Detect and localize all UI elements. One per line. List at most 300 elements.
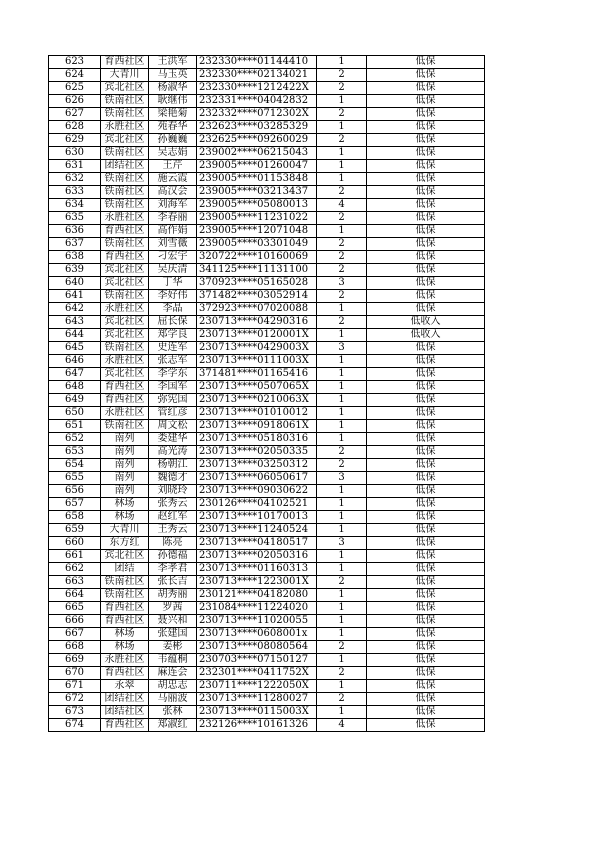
community-cell: 南列	[101, 472, 149, 485]
table-row	[49, 524, 485, 537]
household-size-cell: 2	[317, 290, 367, 303]
category-cell: 低保	[367, 160, 485, 173]
id-number-cell: 371481****01165416	[197, 368, 317, 381]
community-cell: 永胜社区	[101, 355, 149, 368]
row-number-cell: 636	[49, 225, 101, 238]
table-row	[49, 381, 485, 394]
name-cell: 杨淑华	[149, 82, 197, 95]
community-cell: 铁南社区	[101, 576, 149, 589]
household-size-cell: 4	[317, 199, 367, 212]
household-size-cell: 1	[317, 498, 367, 511]
row-number-cell: 647	[49, 368, 101, 381]
id-number-cell: 232331****04042832	[197, 95, 317, 108]
row-number-cell: 674	[49, 719, 101, 732]
name-cell: 李孝君	[149, 563, 197, 576]
id-number-cell: 230713****0111003X	[197, 355, 317, 368]
table-row	[49, 199, 485, 212]
household-size-cell: 3	[317, 342, 367, 355]
id-number-cell: 239005****11231022	[197, 212, 317, 225]
household-size-cell: 1	[317, 589, 367, 602]
category-cell: 低保	[367, 251, 485, 264]
community-cell: 永胜社区	[101, 212, 149, 225]
row-number-cell: 665	[49, 602, 101, 615]
name-cell: 聂兴和	[149, 615, 197, 628]
id-number-cell: 320722****10160069	[197, 251, 317, 264]
row-number-cell: 625	[49, 82, 101, 95]
table-row	[49, 121, 485, 134]
community-cell: 林场	[101, 641, 149, 654]
id-number-cell: 371482****03052914	[197, 290, 317, 303]
id-number-cell: 230711****1222050X	[197, 680, 317, 693]
name-cell: 吴庆清	[149, 264, 197, 277]
community-cell: 林场	[101, 628, 149, 641]
community-cell: 铁南社区	[101, 342, 149, 355]
name-cell: 梁艳菊	[149, 108, 197, 121]
household-size-cell: 2	[317, 316, 367, 329]
table-row	[49, 641, 485, 654]
community-cell: 铁南社区	[101, 199, 149, 212]
community-cell: 宾北社区	[101, 134, 149, 147]
category-cell: 低收入	[367, 329, 485, 342]
id-number-cell: 230713****09030622	[197, 485, 317, 498]
row-number-cell: 664	[49, 589, 101, 602]
id-number-cell: 239005****12071048	[197, 225, 317, 238]
category-cell: 低保	[367, 433, 485, 446]
community-cell: 宾北社区	[101, 329, 149, 342]
table-row	[49, 394, 485, 407]
community-cell: 铁南社区	[101, 290, 149, 303]
community-cell: 永胜社区	[101, 303, 149, 316]
id-number-cell: 230713****0507065X	[197, 381, 317, 394]
id-number-cell: 232332****0712302X	[197, 108, 317, 121]
row-number-cell: 669	[49, 654, 101, 667]
id-number-cell: 232330****02134021	[197, 69, 317, 82]
household-size-cell: 2	[317, 459, 367, 472]
community-cell: 铁南社区	[101, 238, 149, 251]
row-number-cell: 663	[49, 576, 101, 589]
name-cell: 刁宏宇	[149, 251, 197, 264]
row-number-cell: 644	[49, 329, 101, 342]
community-cell: 宾北社区	[101, 550, 149, 563]
name-cell: 王芹	[149, 160, 197, 173]
row-number-cell: 661	[49, 550, 101, 563]
community-cell: 育西社区	[101, 381, 149, 394]
household-size-cell: 1	[317, 511, 367, 524]
row-number-cell: 631	[49, 160, 101, 173]
name-cell: 马玉英	[149, 69, 197, 82]
table-row	[49, 407, 485, 420]
category-cell: 低保	[367, 173, 485, 186]
household-size-cell: 1	[317, 394, 367, 407]
household-size-cell: 1	[317, 95, 367, 108]
row-number-cell: 639	[49, 264, 101, 277]
name-cell: 周文松	[149, 420, 197, 433]
row-number-cell: 651	[49, 420, 101, 433]
id-number-cell: 230713****11240524	[197, 524, 317, 537]
household-size-cell: 1	[317, 654, 367, 667]
table-row	[49, 342, 485, 355]
community-cell: 永胜社区	[101, 407, 149, 420]
name-cell: 张建国	[149, 628, 197, 641]
row-number-cell: 628	[49, 121, 101, 134]
id-number-cell: 232330****1212422X	[197, 82, 317, 95]
category-cell: 低保	[367, 589, 485, 602]
name-cell: 刘雪薇	[149, 238, 197, 251]
category-cell: 低保	[367, 511, 485, 524]
table-row	[49, 615, 485, 628]
row-number-cell: 653	[49, 446, 101, 459]
name-cell: 张长吉	[149, 576, 197, 589]
table-row	[49, 550, 485, 563]
id-number-cell: 230703****07150127	[197, 654, 317, 667]
id-number-cell: 239005****01153848	[197, 173, 317, 186]
category-cell: 低保	[367, 69, 485, 82]
row-number-cell: 659	[49, 524, 101, 537]
table-row	[49, 459, 485, 472]
household-size-cell: 2	[317, 667, 367, 680]
id-number-cell: 239005****01260047	[197, 160, 317, 173]
category-cell: 低保	[367, 563, 485, 576]
table-row	[49, 303, 485, 316]
household-size-cell: 1	[317, 485, 367, 498]
community-cell: 铁南社区	[101, 147, 149, 160]
household-size-cell: 2	[317, 134, 367, 147]
records-table-body	[49, 56, 485, 732]
category-cell: 低保	[367, 628, 485, 641]
id-number-cell: 239005****03213437	[197, 186, 317, 199]
category-cell: 低保	[367, 394, 485, 407]
row-number-cell: 630	[49, 147, 101, 160]
row-number-cell: 655	[49, 472, 101, 485]
community-cell: 南列	[101, 446, 149, 459]
community-cell: 育西社区	[101, 56, 149, 69]
data-sheet	[48, 55, 485, 732]
id-number-cell: 230713****1223001X	[197, 576, 317, 589]
category-cell: 低保	[367, 446, 485, 459]
category-cell: 低保	[367, 264, 485, 277]
name-cell: 姜彬	[149, 641, 197, 654]
community-cell: 南列	[101, 485, 149, 498]
category-cell: 低保	[367, 381, 485, 394]
row-number-cell: 658	[49, 511, 101, 524]
table-row	[49, 186, 485, 199]
table-row	[49, 433, 485, 446]
name-cell: 王洪军	[149, 56, 197, 69]
community-cell: 团结社区	[101, 160, 149, 173]
household-size-cell: 4	[317, 719, 367, 732]
table-row	[49, 511, 485, 524]
id-number-cell: 232330****01144410	[197, 56, 317, 69]
household-size-cell: 1	[317, 433, 367, 446]
community-cell: 铁南社区	[101, 95, 149, 108]
row-number-cell: 627	[49, 108, 101, 121]
table-row	[49, 576, 485, 589]
category-cell: 低保	[367, 368, 485, 381]
name-cell: 杨朝江	[149, 459, 197, 472]
row-number-cell: 637	[49, 238, 101, 251]
community-cell: 林场	[101, 511, 149, 524]
community-cell: 育西社区	[101, 394, 149, 407]
id-number-cell: 232623****03285329	[197, 121, 317, 134]
household-size-cell: 2	[317, 264, 367, 277]
household-size-cell: 1	[317, 147, 367, 160]
table-row	[49, 147, 485, 160]
category-cell: 低保	[367, 147, 485, 160]
category-cell: 低保	[367, 706, 485, 719]
community-cell: 铁南社区	[101, 173, 149, 186]
row-number-cell: 624	[49, 69, 101, 82]
table-row	[49, 212, 485, 225]
row-number-cell: 632	[49, 173, 101, 186]
community-cell: 铁南社区	[101, 589, 149, 602]
records-table	[48, 55, 485, 732]
category-cell: 低保	[367, 472, 485, 485]
id-number-cell: 230713****11280027	[197, 693, 317, 706]
household-size-cell: 2	[317, 212, 367, 225]
row-number-cell: 667	[49, 628, 101, 641]
household-size-cell: 1	[317, 225, 367, 238]
name-cell: 娄建华	[149, 433, 197, 446]
household-size-cell: 1	[317, 121, 367, 134]
category-cell: 低保	[367, 238, 485, 251]
category-cell: 低保	[367, 342, 485, 355]
community-cell: 永胜社区	[101, 654, 149, 667]
table-row	[49, 251, 485, 264]
table-row	[49, 290, 485, 303]
category-cell: 低保	[367, 134, 485, 147]
household-size-cell: 2	[317, 69, 367, 82]
row-number-cell: 650	[49, 407, 101, 420]
household-size-cell: 1	[317, 628, 367, 641]
category-cell: 低保	[367, 641, 485, 654]
community-cell: 大青川	[101, 69, 149, 82]
name-cell: 李国军	[149, 381, 197, 394]
name-cell: 苑春华	[149, 121, 197, 134]
household-size-cell: 2	[317, 576, 367, 589]
table-row	[49, 472, 485, 485]
household-size-cell: 2	[317, 108, 367, 121]
id-number-cell: 239005****03301049	[197, 238, 317, 251]
table-row	[49, 225, 485, 238]
id-number-cell: 230713****05180316	[197, 433, 317, 446]
name-cell: 赵红军	[149, 511, 197, 524]
community-cell: 宾北社区	[101, 264, 149, 277]
id-number-cell: 230713****0120001X	[197, 329, 317, 342]
table-row	[49, 277, 485, 290]
row-number-cell: 635	[49, 212, 101, 225]
household-size-cell: 1	[317, 381, 367, 394]
name-cell: 孙德福	[149, 550, 197, 563]
table-row	[49, 667, 485, 680]
household-size-cell: 1	[317, 56, 367, 69]
row-number-cell: 626	[49, 95, 101, 108]
id-number-cell: 230713****11020055	[197, 615, 317, 628]
name-cell: 陈亮	[149, 537, 197, 550]
community-cell: 铁南社区	[101, 186, 149, 199]
id-number-cell: 232126****10161326	[197, 719, 317, 732]
category-cell: 低保	[367, 277, 485, 290]
id-number-cell: 230126****04102521	[197, 498, 317, 511]
table-row	[49, 719, 485, 732]
name-cell: 张志军	[149, 355, 197, 368]
name-cell: 罗茜	[149, 602, 197, 615]
household-size-cell: 2	[317, 641, 367, 654]
community-cell: 团结社区	[101, 693, 149, 706]
community-cell: 铁南社区	[101, 108, 149, 121]
id-number-cell: 372923****07020088	[197, 303, 317, 316]
row-number-cell: 633	[49, 186, 101, 199]
id-number-cell: 370923****05165028	[197, 277, 317, 290]
community-cell: 大青川	[101, 524, 149, 537]
name-cell: 屈长保	[149, 316, 197, 329]
household-size-cell: 2	[317, 693, 367, 706]
name-cell: 麻连会	[149, 667, 197, 680]
row-number-cell: 652	[49, 433, 101, 446]
row-number-cell: 656	[49, 485, 101, 498]
name-cell: 高汉会	[149, 186, 197, 199]
table-row	[49, 693, 485, 706]
table-row	[49, 485, 485, 498]
table-row	[49, 498, 485, 511]
household-size-cell: 1	[317, 524, 367, 537]
category-cell: 低保	[367, 654, 485, 667]
category-cell: 低保	[367, 576, 485, 589]
name-cell: 郑淑红	[149, 719, 197, 732]
id-number-cell: 230713****02050316	[197, 550, 317, 563]
name-cell: 张秀云	[149, 498, 197, 511]
row-number-cell: 641	[49, 290, 101, 303]
category-cell: 低保	[367, 420, 485, 433]
name-cell: 郑学良	[149, 329, 197, 342]
table-row	[49, 108, 485, 121]
table-row	[49, 446, 485, 459]
name-cell: 韦蕴桐	[149, 654, 197, 667]
community-cell: 宾北社区	[101, 368, 149, 381]
household-size-cell: 2	[317, 186, 367, 199]
community-cell: 育西社区	[101, 251, 149, 264]
household-size-cell: 1	[317, 563, 367, 576]
id-number-cell: 230713****10170013	[197, 511, 317, 524]
row-number-cell: 657	[49, 498, 101, 511]
name-cell: 刘晓玲	[149, 485, 197, 498]
table-row	[49, 329, 485, 342]
row-number-cell: 662	[49, 563, 101, 576]
category-cell: 低保	[367, 602, 485, 615]
category-cell: 低保	[367, 121, 485, 134]
id-number-cell: 230713****04290316	[197, 316, 317, 329]
name-cell: 胡忠志	[149, 680, 197, 693]
table-row	[49, 160, 485, 173]
category-cell: 低保	[367, 667, 485, 680]
household-size-cell: 1	[317, 329, 367, 342]
community-cell: 团结	[101, 563, 149, 576]
table-row	[49, 69, 485, 82]
category-cell: 低保	[367, 212, 485, 225]
name-cell: 李春丽	[149, 212, 197, 225]
name-cell: 施云霞	[149, 173, 197, 186]
household-size-cell: 3	[317, 537, 367, 550]
table-row	[49, 589, 485, 602]
household-size-cell: 3	[317, 277, 367, 290]
id-number-cell: 341125****11131100	[197, 264, 317, 277]
id-number-cell: 230713****0608001x	[197, 628, 317, 641]
row-number-cell: 668	[49, 641, 101, 654]
household-size-cell: 1	[317, 550, 367, 563]
row-number-cell: 629	[49, 134, 101, 147]
name-cell: 高作娟	[149, 225, 197, 238]
row-number-cell: 666	[49, 615, 101, 628]
table-row	[49, 264, 485, 277]
row-number-cell: 643	[49, 316, 101, 329]
category-cell: 低保	[367, 537, 485, 550]
name-cell: 王秀云	[149, 524, 197, 537]
name-cell: 李学东	[149, 368, 197, 381]
community-cell: 铁南社区	[101, 420, 149, 433]
id-number-cell: 230713****0429003X	[197, 342, 317, 355]
name-cell: 孙巍巍	[149, 134, 197, 147]
category-cell: 低保	[367, 355, 485, 368]
category-cell: 低保	[367, 407, 485, 420]
name-cell: 弥宪国	[149, 394, 197, 407]
table-row	[49, 134, 485, 147]
row-number-cell: 648	[49, 381, 101, 394]
category-cell: 低保	[367, 485, 485, 498]
community-cell: 育西社区	[101, 602, 149, 615]
household-size-cell: 1	[317, 173, 367, 186]
category-cell: 低保	[367, 615, 485, 628]
table-row	[49, 82, 485, 95]
row-number-cell: 654	[49, 459, 101, 472]
household-size-cell: 1	[317, 706, 367, 719]
household-size-cell: 1	[317, 303, 367, 316]
table-row	[49, 654, 485, 667]
id-number-cell: 230713****08080564	[197, 641, 317, 654]
household-size-cell: 2	[317, 238, 367, 251]
id-number-cell: 239005****05080013	[197, 199, 317, 212]
table-row	[49, 355, 485, 368]
id-number-cell: 230713****0918061X	[197, 420, 317, 433]
community-cell: 宾北社区	[101, 82, 149, 95]
category-cell: 低保	[367, 693, 485, 706]
category-cell: 低保	[367, 199, 485, 212]
name-cell: 高光涛	[149, 446, 197, 459]
community-cell: 永胜社区	[101, 121, 149, 134]
id-number-cell: 239002****06215043	[197, 147, 317, 160]
table-row	[49, 602, 485, 615]
row-number-cell: 670	[49, 667, 101, 680]
table-row	[49, 368, 485, 381]
category-cell: 低保	[367, 524, 485, 537]
category-cell: 低保	[367, 719, 485, 732]
table-row	[49, 316, 485, 329]
name-cell: 耿继伟	[149, 95, 197, 108]
id-number-cell: 231084****11224020	[197, 602, 317, 615]
table-row	[49, 95, 485, 108]
community-cell: 育西社区	[101, 225, 149, 238]
household-size-cell: 1	[317, 602, 367, 615]
row-number-cell: 638	[49, 251, 101, 264]
row-number-cell: 645	[49, 342, 101, 355]
id-number-cell: 230713****01010012	[197, 407, 317, 420]
household-size-cell: 2	[317, 251, 367, 264]
table-row	[49, 56, 485, 69]
row-number-cell: 671	[49, 680, 101, 693]
name-cell: 刘海军	[149, 199, 197, 212]
row-number-cell: 640	[49, 277, 101, 290]
name-cell: 史连军	[149, 342, 197, 355]
community-cell: 林场	[101, 498, 149, 511]
community-cell: 团结社区	[101, 706, 149, 719]
